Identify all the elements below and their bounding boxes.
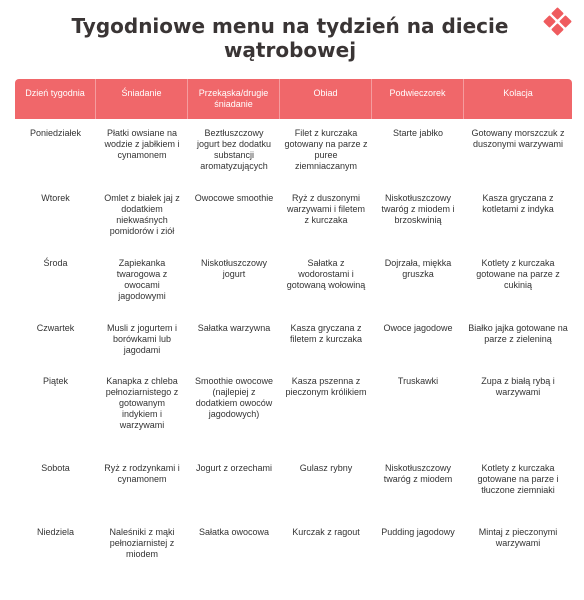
breakfast-cell: Kanapka z chleba pełnoziarnistego z gotowanym indykiem i warzywami — [105, 376, 179, 430]
snack-cell: Owocowe smoothie — [194, 193, 274, 203]
table-row — [15, 128, 572, 193]
header-snack: Przekąska/drugie śniadanie — [188, 79, 280, 119]
lunch-cell: Kasza gryczana z filetem z kurczaka — [289, 323, 363, 344]
breakfast-cell: Omlet z białek jaj z dodatkiem niekwaśnych pomidorów i ziół — [104, 193, 180, 236]
breakfast-cell: Naleśniki z mąki pełnoziarnistej z miodem — [109, 527, 175, 559]
table-row — [15, 463, 572, 527]
header-dinner: Kolacja — [503, 88, 533, 98]
header-breakfast: Śniadanie — [96, 79, 188, 119]
snack-cell: Jogurt z orzechami — [195, 463, 273, 473]
breakfast-cell: Zapiekanka twarogowa z owocami jagodowymi — [116, 258, 168, 301]
dinner-cell: Kotlety z kurczaka gotowane na parze z cukinią — [476, 258, 560, 290]
table-row — [15, 193, 572, 258]
day-cell: Poniedziałek — [29, 128, 82, 138]
table-row — [15, 376, 572, 463]
header-afternoon-snack: Podwieczorek — [372, 79, 464, 119]
day-cell: Piątek — [42, 376, 68, 386]
dinner-cell: Zupa z białą rybą i warzywami — [481, 376, 555, 397]
day-cell: Sobota — [41, 463, 70, 473]
diamond-cluster-logo-icon — [544, 8, 572, 36]
table-body — [15, 128, 572, 577]
snack-cell: Sałatka warzywna — [197, 323, 271, 333]
day-cell: Środa — [43, 258, 68, 268]
page-title: Tygodniowe menu na tydzień na diecie wątrobowej — [71, 14, 509, 62]
table-row — [15, 527, 572, 577]
afternoon-snack-cell: Dojrzała, miękka gruszka — [384, 258, 452, 279]
lunch-cell: Gulasz rybny — [299, 463, 353, 473]
snack-cell: Niskotłuszczowy jogurt — [200, 258, 267, 279]
lunch-cell: Filet z kurczaka gotowany na parze z puree ziemniaczanym — [284, 128, 368, 171]
lunch-cell: Sałatka z wodorostami i gotowaną wołowiną — [286, 258, 366, 290]
dinner-cell: Gotowany morszczuk z duszonymi warzywami — [471, 128, 565, 149]
table-row — [15, 258, 572, 323]
afternoon-snack-cell: Pudding jagodowy — [381, 527, 455, 537]
snack-cell: Beztłuszczowy jogurt bez dodatku substancji aromatyzujących — [196, 128, 272, 171]
afternoon-snack-cell: Niskotłuszczowy twaróg z miodem i brzoskwinią — [381, 193, 455, 225]
breakfast-cell: Musli z jogurtem i borówkami lub jagodami — [106, 323, 178, 355]
table-row — [15, 323, 572, 376]
header-day: Dzień tygodnia — [15, 79, 96, 119]
afternoon-snack-cell: Truskawki — [397, 376, 439, 386]
lunch-cell: Kasza pszenna z pieczonym królikiem — [285, 376, 367, 397]
afternoon-snack-cell: Niskotłuszczowy twaróg z miodem — [383, 463, 453, 484]
day-cell: Wtorek — [41, 193, 70, 203]
dinner-cell: Kotlety z kurczaka gotowane na parze i tłuczone ziemniaki — [477, 463, 559, 495]
breakfast-cell: Ryż z rodzynkami i cynamonem — [104, 463, 180, 484]
dinner-cell: Białko jajka gotowane na parze z zieleniną — [468, 323, 568, 344]
dinner-cell: Mintaj z pieczonymi warzywami — [478, 527, 558, 548]
lunch-cell: Ryż z duszonymi warzywami i filetem z kurczaka — [286, 193, 365, 225]
snack-cell: Smoothie owocowe (najlepiej z dodatkiem owoców jagodowych) — [194, 376, 274, 419]
header-lunch: Obiad — [280, 79, 372, 119]
dinner-cell: Kasza gryczana z kotletami z indyka — [482, 193, 554, 214]
afternoon-snack-cell: Starte jabłko — [392, 128, 444, 138]
lunch-cell: Kurczak z ragout — [292, 527, 360, 537]
afternoon-snack-cell: Owoce jagodowe — [383, 323, 453, 333]
day-cell: Czwartek — [36, 323, 75, 333]
table-header — [15, 79, 572, 119]
snack-cell: Sałatka owocowa — [198, 527, 270, 537]
day-cell: Niedziela — [36, 527, 75, 537]
breakfast-cell: Płatki owsiane na wodzie z jabłkiem i cynamonem — [104, 128, 180, 160]
